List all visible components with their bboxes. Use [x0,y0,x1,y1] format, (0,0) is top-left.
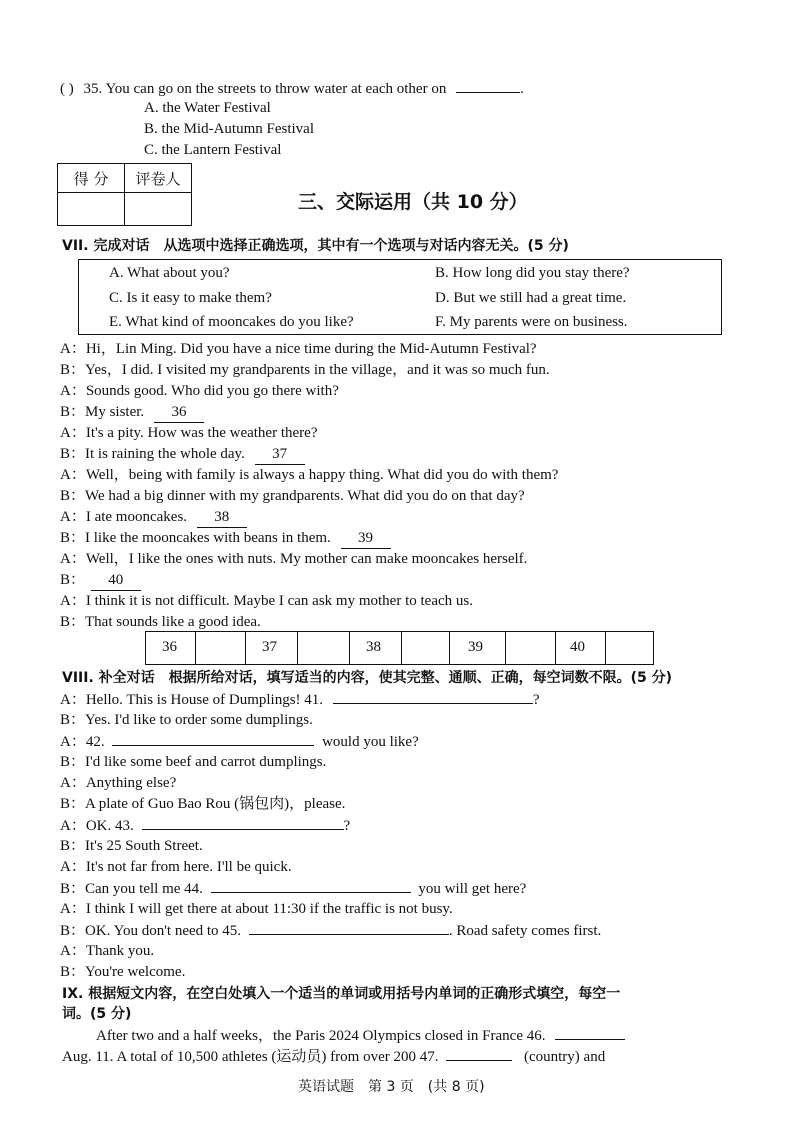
blank-42[interactable] [112,731,314,746]
q35-stem: 35. You can go on the streets to throw water at each other on [83,81,447,97]
answer-label-cell: 37 [245,631,298,665]
answer-input-38[interactable] [401,631,450,665]
answer-box [145,631,653,665]
option-e: E. What kind of mooncakes do you like? [109,314,354,330]
grader-header: 评卷人 [125,164,192,193]
grader-cell[interactable] [125,193,192,226]
q35-blank[interactable] [456,78,520,93]
dialog8-line: A：Thank you. [60,943,155,959]
q35-line [60,78,524,99]
dialog7-text: B：I like the mooncakes with beans in them. [60,530,331,546]
dialog8-text: ? [532,692,540,708]
dialog7-line: A：It's a pity. How was the weather there? [60,425,318,441]
dialog7-line: A：I think it is not difficult. Maybe I can ask my mother to teach us. [60,593,473,609]
q35-option-c: C. the Lantern Festival [144,142,282,158]
dialog8-text: A：OK. 43. [60,818,134,834]
dialog8-text: you will get here? [418,881,527,897]
dialog8-text: A：Hello. This is House of Dumplings! 41. [60,692,324,708]
option-f: F. My parents were on business. [435,314,628,330]
blank-38[interactable]: 38 [197,507,247,528]
dialog8-text: A：42. [60,734,105,750]
dialog8-line: B：Yes. I'd like to order some dumplings. [60,712,313,728]
dialog8-text: B：OK. You don't need to 45. [60,923,242,939]
dialog7-text: B：It is raining the whole day. [60,446,245,462]
dialog8-line: B：A plate of Guo Bao Rou (锅包肉)，please. [60,796,346,812]
part9-text-line1 [96,1025,625,1046]
dialog7-text: A：I ate mooncakes. [60,509,188,525]
dialog7-line: A：Well，I like the ones with nuts. My mother can make mooncakes herself. [60,551,528,567]
q35-option-a: A. the Water Festival [144,100,271,116]
dialog7-text: B： [60,572,86,588]
blank-41[interactable] [333,689,533,704]
part9-text: (country) and [523,1049,606,1065]
dialog7-line: B：Yes，I did. I visited my grandparents in the village，and it was so much fun. [60,362,550,378]
dialog8-line: B：I'd like some beef and carrot dumplings. [60,754,327,770]
dialog8-line [60,689,539,710]
dialog7-line: B：That sounds like a good idea. [60,614,261,630]
option-d: D. But we still had a great time. [435,290,627,306]
dialog8-line: A：I think I will get there at about 11:30 if the traffic is not busy. [60,901,453,917]
answer-label-cell: 39 [449,631,506,665]
section-title: 三、交际运用（共 10 分） [298,191,528,213]
part9-text: After two and a half weeks，the Paris 2024 Olympics closed in France 46. [96,1028,546,1044]
dialog8-text: would you like? [322,734,419,750]
dialog7-line: A：Hi，Lin Ming. Did you have a nice time during the Mid-Autumn Festival? [60,341,537,357]
dialog8-line: B：You're welcome. [60,964,186,980]
options-box [78,259,722,335]
answer-label-cell: 40 [555,631,606,665]
blank-46[interactable] [555,1025,625,1040]
part9-title-line2: 词。(5 分) [62,1006,132,1022]
answer-label-cell: 38 [349,631,402,665]
part9-text-line2 [62,1046,605,1067]
option-c: C. Is it easy to make them? [109,290,272,306]
dialog8-line [60,878,526,899]
answer-label-cell: 36 [145,631,196,665]
dialog7-line: A：Sounds good. Who did you go there with? [60,383,339,399]
part7-title: VII. 完成对话 从选项中选择正确选项，其中有一个选项与对话内容无关。(5 分) [62,238,569,254]
part9-title-line1: IX. 根据短文内容，在空白处填入一个适当的单词或用括号内单词的正确形式填空，每空一 [62,986,621,1002]
blank-43[interactable] [142,815,344,830]
blank-37[interactable]: 37 [255,444,305,465]
blank-39[interactable]: 39 [341,528,391,549]
dialog7-line: B：We had a big dinner with my grandparents. What did you do on that day? [60,488,525,504]
blank-44[interactable] [211,878,411,893]
dialog7-text: B：My sister. [60,404,145,420]
dialog8-line: B：It's 25 South Street. [60,838,203,854]
dialog8-line: A：It's not far from here. I'll be quick. [60,859,292,875]
dialog8-text: . Road safety comes first. [448,923,602,939]
dialog7-line [60,402,204,423]
part8-title: VIII. 补全对话 根据所给对话，填写适当的内容，使其完整、通顺、正确，每空词数不限。(5 分) [62,670,673,686]
option-b: B. How long did you stay there? [435,265,630,281]
option-a: A. What about you? [109,265,230,281]
blank-36[interactable]: 36 [154,402,204,423]
dialog8-line [60,815,350,836]
part9-text: Aug. 11. A total of 10,500 athletes (运动员) from over 200 47. [62,1049,439,1065]
dialog8-line: A：Anything else? [60,775,177,791]
q35-end: . [520,81,524,97]
page-footer: 英语试题 第 3 页 (共 8 页) [298,1079,485,1095]
dialog8-line [60,920,601,941]
q35-option-b: B. the Mid-Autumn Festival [144,121,314,137]
answer-input-36[interactable] [195,631,246,665]
answer-input-40[interactable] [605,631,654,665]
score-cell[interactable] [58,193,125,226]
dialog8-text: B：Can you tell me 44. [60,881,203,897]
score-table [57,163,192,226]
score-header: 得 分 [58,164,125,193]
q35-paren: ( ) [60,81,74,97]
dialog7-line [60,444,305,465]
blank-47[interactable] [446,1046,512,1061]
answer-input-37[interactable] [297,631,350,665]
dialog8-text: ? [343,818,351,834]
dialog7-line: A：Well，being with family is always a happy thing. What did you do with them? [60,467,559,483]
dialog8-line [60,731,419,752]
dialog7-line [60,507,247,528]
answer-input-39[interactable] [505,631,556,665]
dialog7-line [60,570,141,591]
dialog7-line [60,528,391,549]
blank-45[interactable] [249,920,449,935]
blank-40[interactable]: 40 [91,570,141,591]
